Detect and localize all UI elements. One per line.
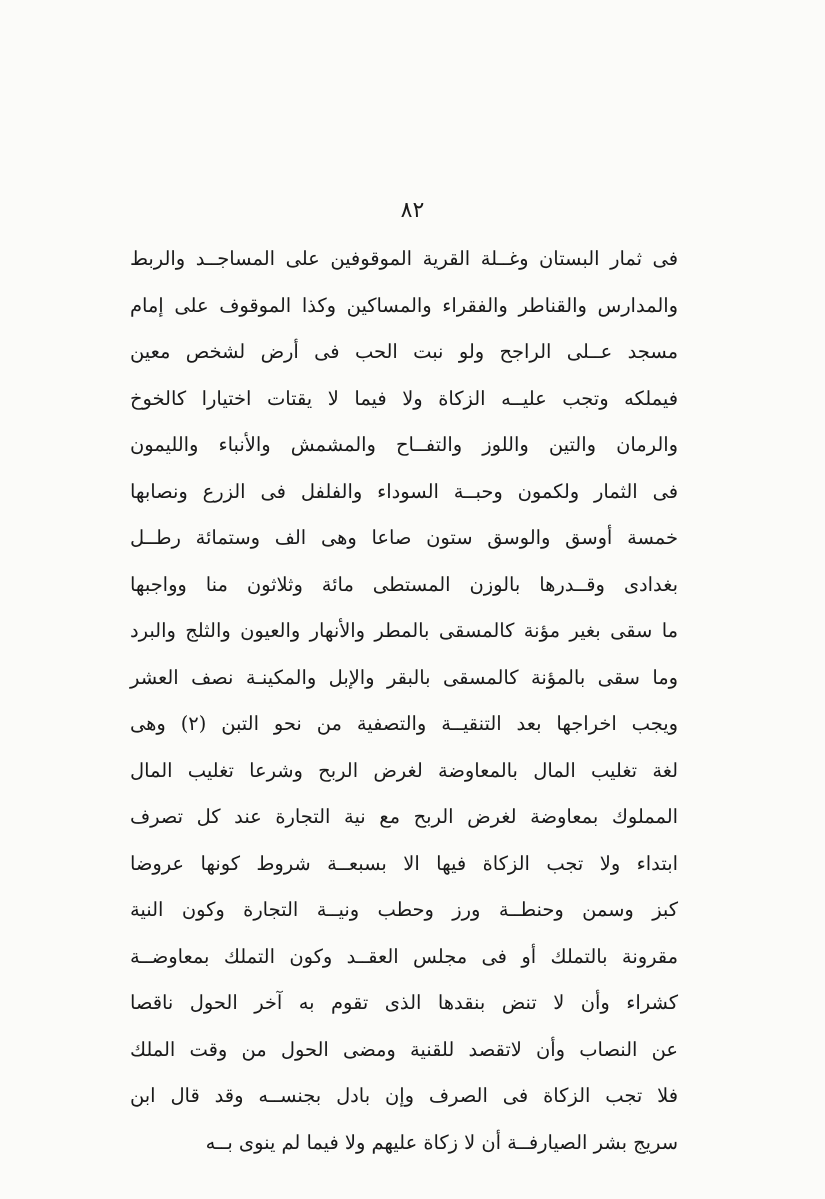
text-line: وما سقى بالمؤنة كالمسقى بالبقر والإبل والمكينـة نصف العشر [130, 665, 678, 689]
text-line: المملوك بمعاوضة لغرض الربح مع نية التجارة عند كل تصرف [130, 805, 678, 828]
text-line: كبز وسمن وحنطــة ورز وحطب ونيــة التجارة وكون النية [130, 898, 678, 921]
text-line: خمسة أوسق والوسق ستون صاعا وهى الف وستمائة رطــل [130, 526, 678, 549]
text-line: مسجد عــلى الراجح ولو نبت الحب فى أرض لشخص معين [130, 340, 678, 363]
body-text [130, 236, 678, 1166]
text-line: ويجب اخراجها بعد التنقيــة والتصفية من نحو التبن (٢) وهى [130, 712, 678, 735]
text-line: بغدادى وقــدرها بالوزن المستطى مائة وثلاثون منا وواجبها [130, 572, 678, 596]
text-line: فلا تجب الزكاة فى الصرف وإن بادل بجنســه وقد قال ابن [130, 1084, 678, 1107]
text-line: كشراء وأن لا تنض بنقدها الذى تقوم به آخر الحول ناقصا [130, 991, 678, 1014]
text-line: فى ثمار البستان وغــلة القرية الموقوفين على المساجــد والربط [130, 247, 678, 270]
text-line: والرمان والتين واللوز والتفــاح والمشمش والأنباء والليمون [130, 433, 678, 456]
text-line: والمدارس والقناطر والفقراء والمساكين وكذا الموقوف على إمام [130, 293, 678, 317]
text-line: فيملكه وتجب عليــه الزكاة ولا فيما لا يقتات اختيارا كالخوخ [130, 386, 678, 410]
text-line: سريج بشر الصيارفــة أن لا زكاة عليهم ولا فيما لم ينوى بــه [205, 1130, 678, 1154]
text-line: ما سقى بغير مؤنة كالمسقى بالمطر والأنهار والعيون والثلج والبرد [130, 619, 678, 642]
text-line: عن النصاب وأن لاتقصد للقنية ومضى الحول من وقت الملك [130, 1037, 678, 1061]
text-line: فى الثمار ولكمون وحبــة السوداء والفلفل فى الزرع ونصابها [130, 479, 678, 503]
text-line: مقرونة بالتملك أو فى مجلس العقــد وكون التملك بمعاوضــة [130, 944, 678, 968]
text-line: لغة تغليب المال بالمعاوضة لغرض الربح وشرعا تغليب المال [130, 758, 678, 782]
page-number: ٨٢ [400, 198, 425, 223]
text-line: ابتداء ولا تجب الزكاة فيها الا بسبعــة شروط كونها عروضا [130, 851, 678, 875]
